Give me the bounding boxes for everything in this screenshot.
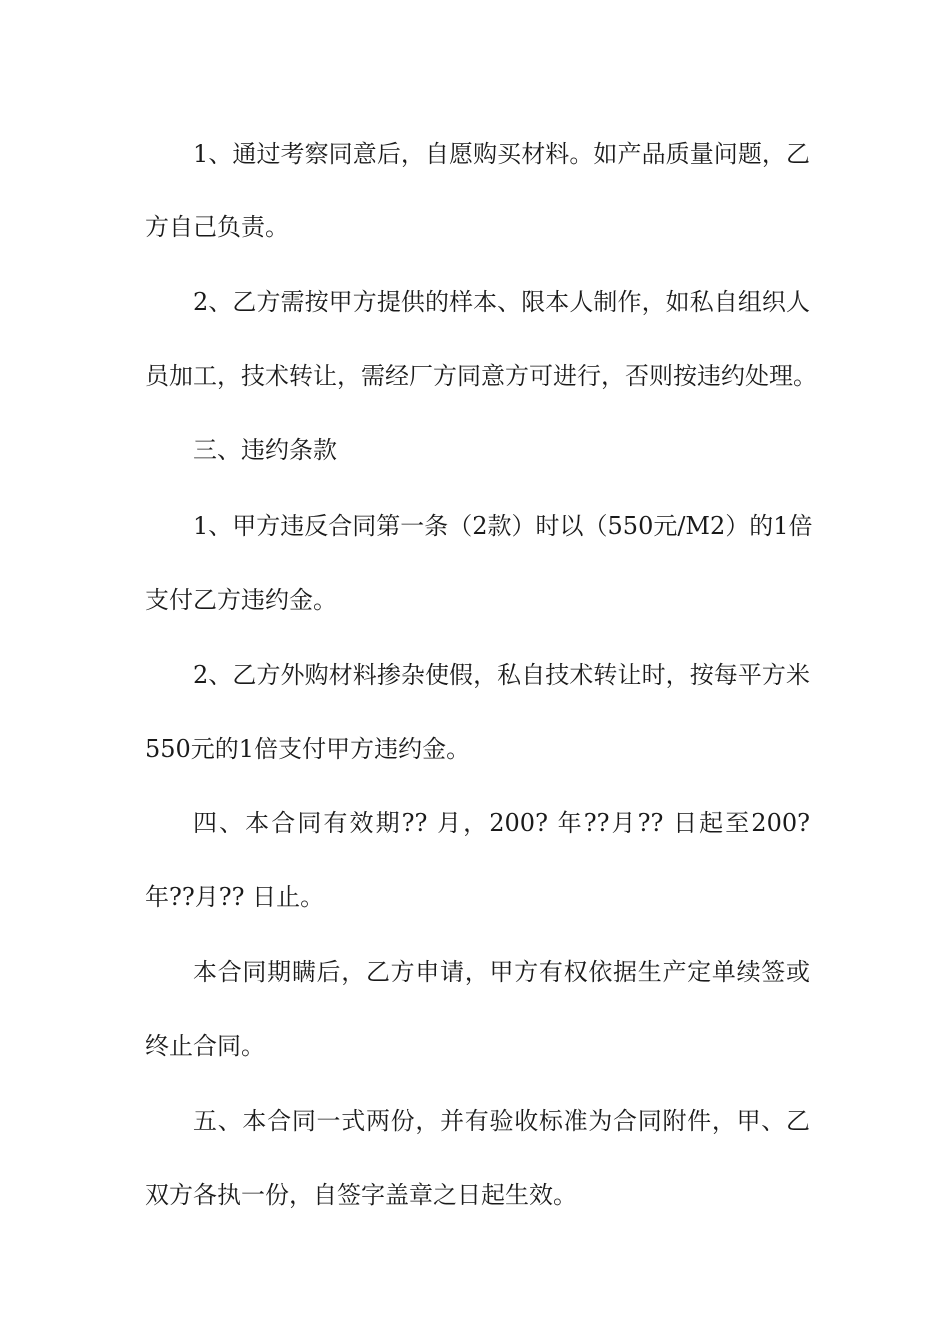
section-heading-breach: 三、违约条款: [193, 436, 337, 464]
renewal-clause-line-2: 终止合同。: [145, 1032, 265, 1060]
renewal-clause-line-1: 本合同期瞒后，乙方申请，甲方有权依据生产定单续签或: [193, 958, 810, 986]
validity-clause-line-2: 年??月?? 日止。: [145, 883, 325, 911]
clause-1-line-2: 方自己负责。: [145, 213, 289, 241]
breach-clause-1-line-1: 1、甲方违反合同第一条（2款）时以（550元/M2）的1倍: [193, 512, 813, 540]
clause-1-line-1: 1、通过考察同意后，自愿购买材料。如产品质量问题，乙: [193, 140, 810, 168]
breach-clause-2-line-2: 550元的1倍支付甲方违约金。: [145, 735, 471, 763]
breach-clause-2-line-1: 2、乙方外购材料掺杂使假，私自技术转让时，按每平方米: [193, 661, 810, 689]
clause-2-line-2: 员加工，技术转让，需经厂方同意方可进行，否则按违约处理。: [145, 362, 817, 390]
validity-clause-line-1: 四、本合同有效期?? 月，200? 年??月?? 日起至200?: [193, 809, 810, 837]
copies-clause-line-1: 五、本合同一式两份，并有验收标准为合同附件，甲、乙: [193, 1107, 810, 1135]
clause-2-line-1: 2、乙方需按甲方提供的样本、限本人制作，如私自组织人: [193, 288, 810, 316]
copies-clause-line-2: 双方各执一份，自签字盖章之日起生效。: [145, 1181, 577, 1209]
breach-clause-1-line-2: 支付乙方违约金。: [145, 586, 337, 614]
